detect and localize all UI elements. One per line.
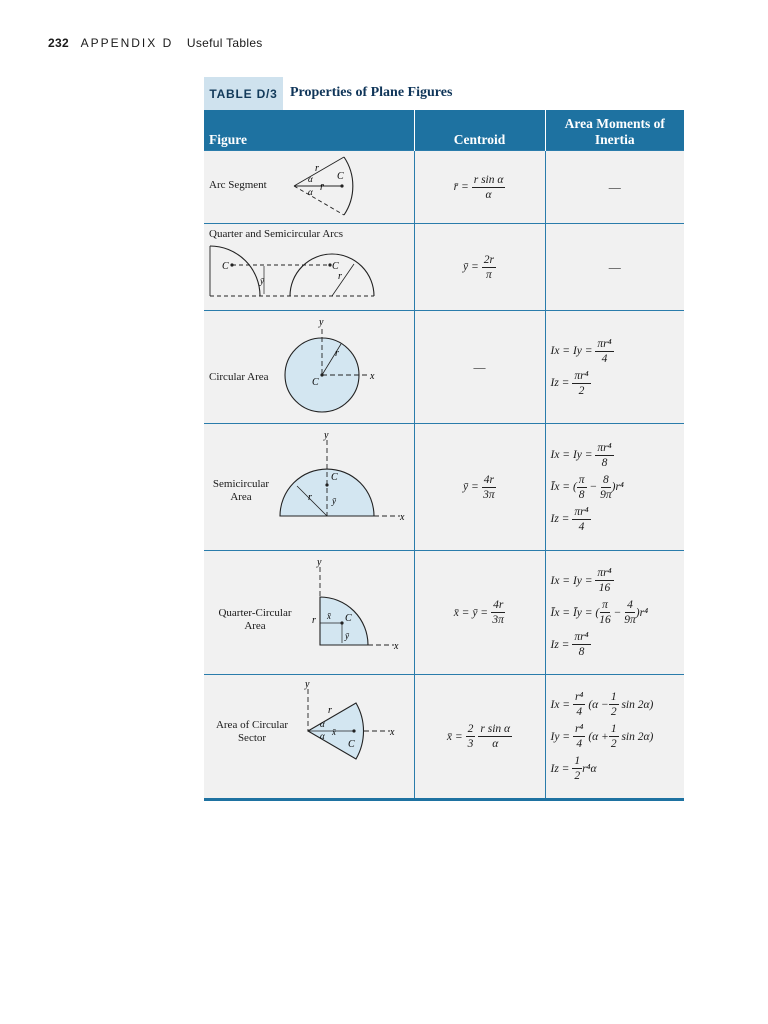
formula-lhs: x̄ = [446,730,463,743]
properties-table [204,110,684,801]
numerator: 1 [610,723,617,735]
c-label: C [312,377,319,388]
running-head [48,36,263,50]
centroid-formula [463,253,496,282]
moment-lhs: Ix = [550,698,571,711]
r4-alpha-term: r⁴α [582,762,597,775]
formula-lhs: ȳ = [463,261,479,273]
table-row [204,551,684,675]
table-row [204,151,684,224]
moments-cell [545,675,684,800]
numerator: πr⁴ [597,567,612,579]
denominator: 2 [610,738,617,750]
centroid-cell [414,151,545,224]
denominator: 8 [578,646,585,658]
moments-cell: Ix = Iy = $\frac{\text{πr⁴}}{8}$ Īx = ( $\frac{\pi}{8}$ − $\frac{8}{9\pi}$ ) r⁴ Iz = $\frac{\text{πr⁴}}{4}$ [545,424,684,551]
fraction [472,173,506,202]
denominator: 2 [610,706,617,718]
r-label: r [338,271,342,282]
appendix-label: APPENDIX D [80,36,174,50]
paren-open: (α − [588,698,609,711]
fraction [573,690,585,719]
minus-sign: − [613,606,622,619]
ybar-label: ȳ [332,496,336,506]
r-label: r [308,492,312,503]
numerator: 1 [574,755,581,767]
sector-diagram [204,675,414,798]
moments-cell [545,311,684,424]
fraction [482,253,496,282]
figure-cell [204,151,414,224]
figure-cell [204,224,414,311]
figure-label-line: Area [244,620,266,632]
numerator: 1 [610,691,617,703]
c-label: C [222,261,229,272]
centroid-cell [414,424,545,551]
fraction [491,598,505,627]
denominator: 16 [599,614,611,626]
figure-label-line: Quarter-Circular [218,607,292,619]
moment-lhs: Ix = Iy = [550,449,593,461]
paren-open: (α + [588,730,609,743]
figure-label-line: Area [230,491,252,503]
c-label: C [348,739,355,750]
numerator: πr⁴ [597,441,612,454]
numerator: r⁴ [574,691,584,703]
figure-cell [204,311,414,424]
moments-cell: — [545,151,684,224]
xbar-label: x̄ [327,611,331,621]
figure-label: Circular Area [209,371,269,383]
y-axis-label: y [317,557,322,568]
denominator: α [492,738,499,750]
fraction [466,722,476,751]
numerator: 4 [627,599,633,611]
numerator: πr⁴ [574,369,589,382]
numerator: π [602,599,608,611]
denominator: 9π [624,614,636,626]
centroid-cell [414,551,545,675]
denominator: 16 [598,582,611,594]
numerator: 8 [602,473,609,486]
fraction [624,598,636,627]
figure-label-line: Sector [237,732,267,744]
figure-label: Quarter and Semicircular Arcs [209,228,344,240]
figure-cell [204,675,414,800]
moment-lhs: Īx = [550,481,571,493]
c-label: C [345,613,352,624]
column-header-moments: Area Moments of Inertia [545,110,684,151]
denominator: 8 [578,488,585,501]
moments-cell: — [545,224,684,311]
centroid-cell [414,224,545,311]
moment-lhs: Iz = [550,513,570,525]
x-axis-label: x [400,512,405,523]
fraction [573,722,585,751]
page-number: 232 [48,36,69,50]
numerator: 4r [493,599,504,611]
arc-segment-diagram [204,151,414,223]
denominator: 4 [576,738,583,750]
y-axis-label: y [319,317,324,328]
sine-term: sin 2α) [621,698,654,711]
numerator: r sin α [480,723,511,735]
numerator: π [578,473,585,486]
r-label: r [335,348,339,359]
moment-lhs: Iz = [550,638,570,651]
denominator: 2 [578,384,585,397]
moment-lhs: Iz = [550,762,570,775]
denominator: 4 [601,352,608,365]
alpha-label: α [308,187,313,197]
centroid-cell: — [414,311,545,424]
moment-lhs: Iz = [550,377,570,389]
r-label: r [312,615,316,626]
fraction [572,505,590,534]
figure-label: Arc Segment [209,179,267,191]
alpha-label: α [320,719,325,729]
centroid-formula [454,598,506,627]
numerator: 4r [483,473,494,486]
fraction [599,598,611,627]
denominator: 3π [492,614,504,626]
ybar-label: ȳ [260,276,264,286]
fraction [572,630,590,659]
rbar-label: r̄ [320,182,324,193]
y-axis-label: y [305,679,310,690]
moments-cell: Ix = Iy = $\frac{\text{πr⁴}}{16}$ Īx = Īy = ( $\frac{\pi}{16}$ − $\frac{4}{9\pi}$ ) r⁴ Iz = $\frac{\text{πr⁴}}{8}$ [545,551,684,675]
denominator: 4 [578,520,585,533]
centroid-formula [463,473,496,502]
c-label: C [332,261,339,272]
moment-lhs: Ix = Iy = [550,574,593,587]
ybar-label: ȳ [345,631,349,641]
figure-label-line: Semicircular [212,478,270,490]
numerator: 2r [483,253,494,266]
c-label: C [331,472,338,483]
centroid-formula [454,173,506,202]
c-label: C [337,171,344,182]
denominator: 3 [467,738,474,750]
fraction [482,473,496,502]
r4-factor: r⁴ [639,606,649,619]
denominator: 2 [574,770,581,782]
arcs-diagram [204,224,414,310]
moment-lhs: Ix = Iy = [550,345,593,357]
formula-lhs: x̄ = ȳ = [453,606,489,619]
alpha-label: α [308,174,313,184]
fraction [595,337,613,366]
y-axis-label: y [324,430,329,441]
r-label: r [328,705,332,716]
fraction [572,369,590,398]
minus-sign: − [589,481,598,493]
table-header-row [204,110,684,151]
fraction [572,754,582,783]
table-row [204,675,684,800]
r4-factor: r⁴ [615,481,624,493]
fraction [600,473,612,502]
fraction [478,722,512,751]
formula-lhs: r̄ = [453,181,469,193]
sine-term: sin 2α) [621,730,654,743]
numerator: r⁴ [574,723,584,735]
formula-lhs: ȳ = [463,481,479,493]
table-row [204,311,684,424]
fraction [609,690,619,719]
quarter-circle-diagram [204,551,414,674]
numerator: 2 [467,723,474,735]
table-title: Properties of Plane Figures [290,85,453,100]
moment-lhs: Īx = Īy = [550,606,593,619]
column-header-centroid: Centroid [414,110,545,151]
centroid-cell [414,675,545,800]
denominator: π [485,268,492,281]
denominator: 8 [601,456,608,469]
denominator: 9π [600,488,612,501]
numerator: πr⁴ [574,631,589,643]
circle-diagram [204,311,414,423]
fraction [577,473,587,502]
x-axis-label: x [390,727,395,738]
figure-label-line: Area of Circular [215,719,289,731]
alpha-label: α [320,731,325,741]
denominator: 4 [576,706,583,718]
x-axis-label: x [394,641,399,652]
denominator: 3π [483,488,495,501]
x-axis-label: x [370,371,375,382]
figure-cell [204,551,414,675]
numerator: πr⁴ [574,505,589,518]
fraction [595,566,613,595]
figure-cell [204,424,414,551]
moment-lhs: Iy = [550,730,571,743]
fraction [595,441,613,470]
table-row [204,224,684,311]
fraction [609,722,619,751]
numerator: r sin α [473,173,504,186]
column-header-figure: Figure [204,110,414,151]
numerator: πr⁴ [597,337,612,350]
denominator: α [485,188,492,201]
xbar-label: x̄ [332,727,336,737]
centroid-formula [447,722,512,751]
semicircle-diagram [204,424,414,550]
table-row [204,424,684,551]
r-label: r [315,163,319,174]
table-label: TABLE D/3 [204,77,283,110]
section-label: Useful Tables [186,36,263,50]
